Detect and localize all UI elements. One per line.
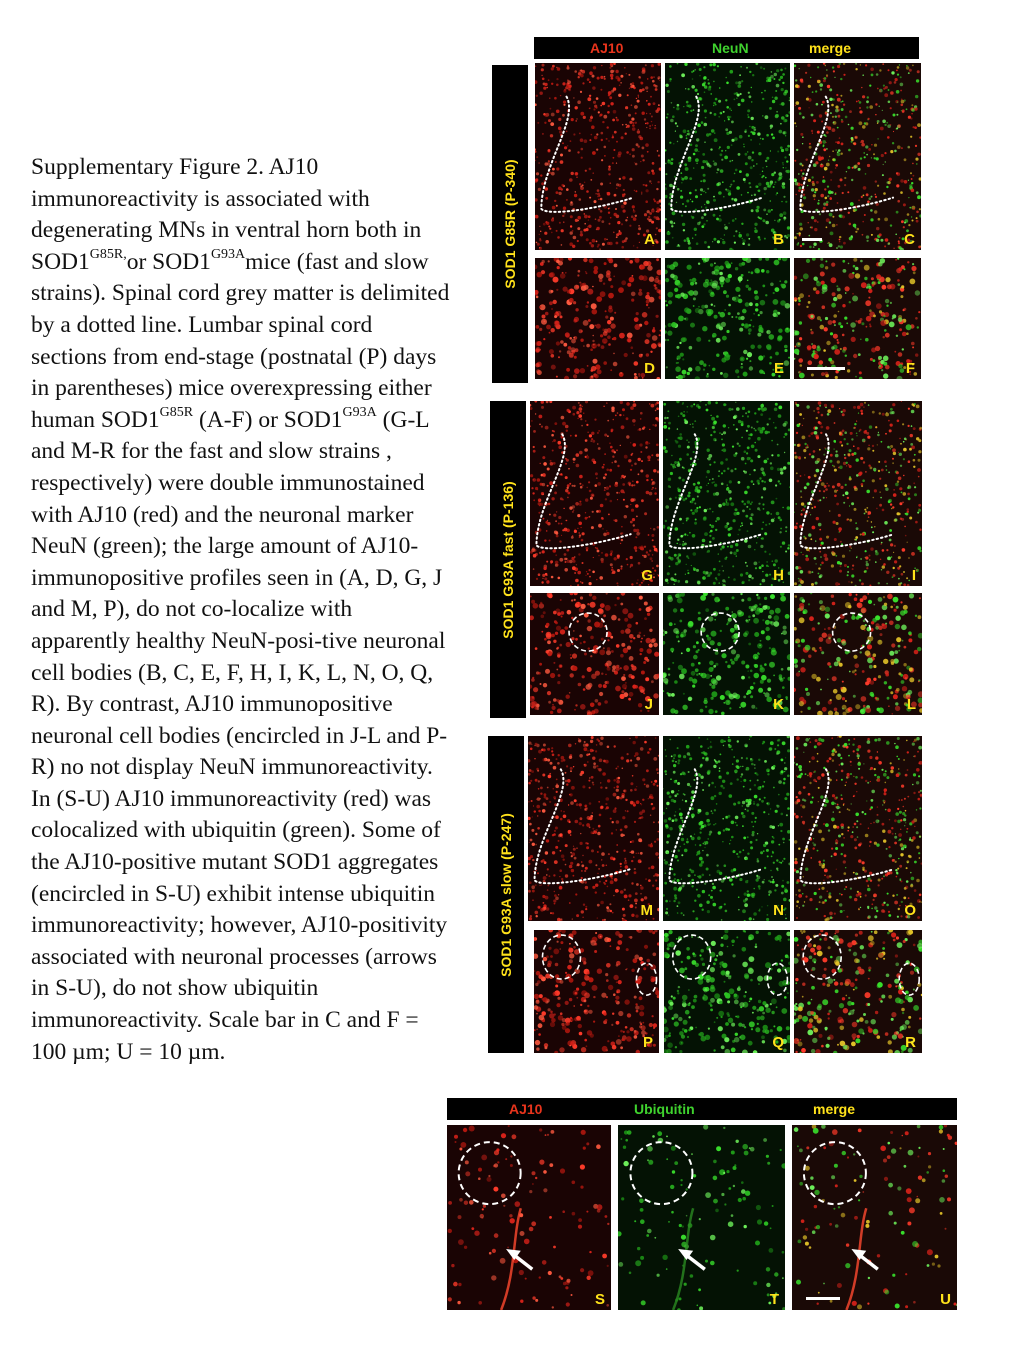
micrograph-texture: [535, 63, 661, 250]
micrograph-texture: [664, 930, 790, 1053]
header-aj10-label: AJ10: [590, 40, 624, 56]
top-channel-header: [534, 37, 919, 59]
row-label-g93a-slow: SOD1 G93A slow (P-247): [488, 736, 524, 1053]
caption-sup-4: G93A: [342, 404, 377, 420]
micrograph-texture: [794, 736, 922, 921]
panel-F: F: [794, 258, 921, 379]
micrograph-texture: [528, 736, 659, 921]
panel-J: J: [530, 593, 659, 715]
header-ubiquitin-label: Ubiquitin: [634, 1101, 695, 1117]
micrograph-texture: [794, 63, 921, 250]
panel-C: C: [794, 63, 921, 250]
micrograph-texture: [792, 1125, 957, 1310]
caption-text-3: mice (fast and slow strains). Spinal cord grey matter is delimited by a dotted line. Lumbar spinal cord sections from end-stage (postnatal (P) days in parentheses) mice overexpressing either human SOD1: [31, 248, 450, 433]
scale-bar-C: [802, 238, 822, 241]
micrograph-texture: [665, 63, 790, 250]
caption-text-2: or SOD1: [126, 248, 211, 275]
row-label-g85r: SOD1 G85R (P-340): [492, 65, 528, 383]
micrograph-texture: [665, 258, 790, 379]
micrograph-texture: [447, 1125, 611, 1310]
micrograph-texture: [530, 593, 659, 715]
micrograph-texture: [663, 593, 790, 715]
header-aj10-label-2: AJ10: [509, 1101, 543, 1117]
panel-L: L: [794, 593, 922, 715]
panel-A: A: [535, 63, 661, 250]
micrograph-texture: [794, 258, 921, 379]
caption-sup-2: G93A: [210, 246, 246, 262]
caption-text-4: (A-F) or SOD1: [193, 406, 343, 433]
scale-bar-U: [806, 1297, 840, 1300]
micrograph-texture: [794, 593, 922, 715]
panel-I: I: [794, 401, 922, 586]
micrograph-texture: [535, 258, 661, 379]
caption-text-1: Supplementary Figure 2. AJ10 immunoreactivity is associated with degenerating MNs in ventral horn both in SOD1: [31, 154, 422, 275]
panel-H: H: [663, 401, 790, 586]
micrograph-texture: [663, 401, 790, 586]
panel-U: U: [792, 1125, 957, 1310]
micrograph-texture: [534, 930, 659, 1053]
bottom-channel-header: [447, 1098, 957, 1120]
figure-caption: [31, 152, 451, 1068]
caption-sup-1: G85R,: [89, 246, 127, 262]
micrograph-texture: [794, 401, 922, 586]
panel-B: B: [665, 63, 790, 250]
panel-D: D: [535, 258, 661, 379]
header-merge-label-2: merge: [813, 1101, 856, 1117]
panel-M: M: [528, 736, 659, 921]
panel-R: R: [794, 930, 922, 1053]
panel-N: N: [663, 736, 790, 921]
caption-sup-3: G85R: [159, 404, 194, 420]
panel-T: T: [618, 1125, 785, 1310]
panel-G: G: [530, 401, 659, 586]
panel-P: P: [534, 930, 659, 1053]
panel-O: O: [794, 736, 922, 921]
panel-E: E: [665, 258, 790, 379]
caption-text-5: (G-L and M-R for the fast and slow strains , respectively) were double immunostained with AJ10 (red) and the neuronal marker NeuN (green); the large amount of AJ10-immunopositive profiles seen in (A, D, G, J and M, P), do not co-localize with apparently healthy NeuN-posi-tive neuronal cell bodies (B, C, E, F, H, I, K, L, N, O, Q, R). By contrast, AJ10 immunopositive neuronal cell bodies (encircled in J-L and P-R) no not display NeuN immunoreactivity. In (S-U) AJ10 immunoreactivity (red) was colocalized with ubiquitin (green). Some of the AJ10-positive mutant SOD1 aggregates (encircled in S-U) exhibit intense ubiquitin immunoreactivity; however, AJ10-positivity associated with neuronal processes (arrows in S-U), do not show ubiquitin immunoreactivity. Scale bar in C and F = 100 µm; U = 10 µm.: [31, 406, 448, 1065]
panel-Q: Q: [664, 930, 790, 1053]
micrograph-texture: [618, 1125, 785, 1310]
panel-S: S: [447, 1125, 611, 1310]
micrograph-texture: [663, 736, 790, 921]
panel-K: K: [663, 593, 790, 715]
scale-bar-F: [807, 367, 845, 370]
header-neun-label: NeuN: [712, 40, 749, 56]
micrograph-texture: [794, 930, 922, 1053]
row-label-g93a-fast: SOD1 G93A fast (P-136): [490, 401, 526, 718]
header-merge-label: merge: [809, 40, 852, 56]
micrograph-texture: [530, 401, 659, 586]
